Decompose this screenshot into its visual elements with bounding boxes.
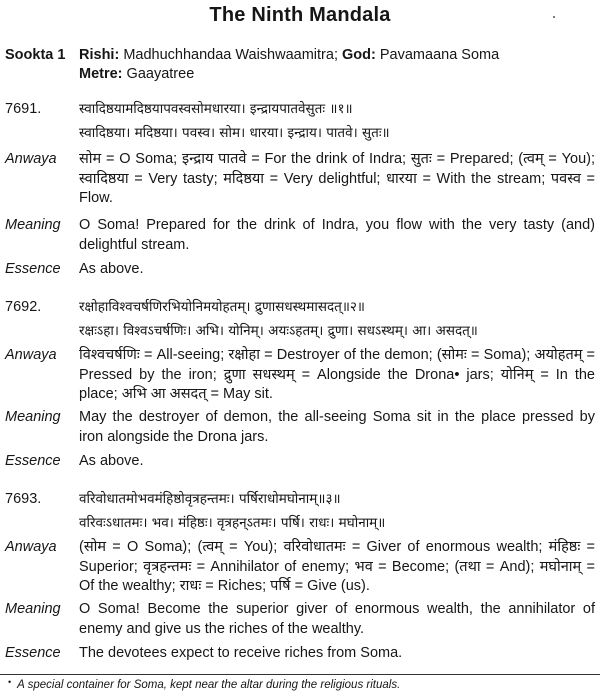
verse-1-padapatha-row — [5, 124, 595, 144]
anwaya-text: (सोम = O Soma); (त्वम् = You); वरिवोधातमः = Giver of enormous wealth; मंहिष्ठः = Superior; वृत्रहन्तमः = Annihilator of enemy; भव = Become; (तथा = And); मघोनाम् = Of the wealthy; राधः = Riches; पर्षि = Give (us). — [79, 539, 595, 594]
padapatha: रक्षःऽहा। विश्वऽचर्षणिः। अभि। योनिम्। अयःऽहतम्। द्रुणा। सधऽस्थम्। आ। असदत्॥ — [79, 323, 478, 339]
essence-label: Essence — [5, 645, 61, 661]
meaning-label: Meaning — [5, 409, 61, 425]
verse-text: रक्षोहाविश्वचर्षणिरभियोनिमयोहतम्। द्रुणासधस्थमासदत्॥२॥ — [79, 299, 366, 315]
verse-1-essence-row — [5, 260, 595, 280]
footnote-text: A special container for Soma, kept near the altar during the religious rituals. — [17, 679, 401, 691]
essence-text: The devotees expect to receive riches from Soma. — [79, 645, 403, 661]
verse-2-padapatha-row — [5, 322, 595, 342]
meaning-text: May the destroyer of demon, the all-seeing Soma sit in the place pressed by iron alongside the Drona jars. — [79, 409, 595, 445]
meaning-text: O Soma! Become the superior giver of enormous wealth, the annihilator of enemy and give us the riches of the wealthy. — [79, 601, 595, 637]
essence-label: Essence — [5, 453, 61, 469]
footnote-marker: • — [8, 677, 12, 687]
god-label: God: — [342, 47, 376, 63]
meaning-label: Meaning — [5, 217, 61, 233]
verse-text: वरिवोधातमोभवमंहिष्ठोवृत्रहन्तमः। पर्षिराधोमघोनाम्॥३॥ — [79, 491, 341, 507]
verse-number: 7692. — [5, 299, 42, 315]
god-value: Pavamaana Soma — [379, 47, 500, 63]
speck — [553, 16, 555, 18]
footnote — [8, 679, 400, 691]
rishi-god-line — [79, 46, 499, 65]
sookta-header — [5, 46, 500, 82]
metre-label: Metre: — [79, 66, 123, 82]
verse-3-text-row — [5, 490, 595, 510]
metre-line — [79, 65, 194, 84]
verse-text: स्वादिष्ठयामदिष्ठयापवस्वसोमधारया। इन्द्रायपातवेसुतः ॥१॥ — [79, 101, 353, 117]
verse-1-text-row — [5, 100, 595, 120]
page-title: The Ninth Mandala — [209, 4, 391, 26]
verse-number: 7693. — [5, 491, 42, 507]
padapatha: वरिवःऽधातमः। भव। मंहिष्ठः। वृत्रहन्ऽतमः। पर्षि। राधः। मघोनाम्॥ — [79, 515, 386, 531]
verse-3-anwaya-row — [5, 538, 595, 597]
verse-2-anwaya-row — [5, 346, 595, 405]
sookta-label: Sookta 1 — [5, 47, 66, 63]
metre-value: Gaayatree — [126, 66, 195, 82]
verse-1-meaning-row — [5, 216, 595, 255]
verse-2-meaning-row — [5, 408, 595, 447]
footnote-divider — [0, 674, 600, 675]
padapatha: स्वादिष्ठया। मदिष्ठया। पवस्व। सोम। धारया। इन्द्राय। पातवे। सुतः॥ — [79, 125, 390, 141]
rishi-label: Rishi: — [79, 47, 120, 63]
essence-text: As above. — [79, 453, 144, 469]
anwaya-label: Anwaya — [5, 347, 57, 363]
meaning-text: O Soma! Prepared for the drink of Indra, you flow with the very tasty (and) delightful stream. — [79, 217, 595, 253]
anwaya-text: सोम = O Soma; इन्द्राय पातवे = For the drink of Indra; सुतः = Prepared; (त्वम् = You); स्वादिष्ठया = Very tasty; मदिष्ठया = Very delightful; धारया = With the stream; पवस्व = Flow. — [79, 151, 595, 206]
verse-number: 7691. — [5, 101, 42, 117]
anwaya-label: Anwaya — [5, 539, 57, 555]
rishi-value: Madhuchhandaa Waishwaamitra; — [123, 47, 338, 63]
essence-label: Essence — [5, 261, 61, 277]
anwaya-label: Anwaya — [5, 151, 57, 167]
verse-3-meaning-row — [5, 600, 595, 639]
verse-2-essence-row — [5, 452, 595, 472]
verse-2-text-row — [5, 298, 595, 318]
anwaya-text: विश्वचर्षणिः = All-seeing; रक्षोहा = Destroyer of the demon; (सोमः = Soma); अयोहतम् = Pressed by the iron; द्रुणा सधस्थम् = Alongside the Drona• jars; योनिम् = In the place; अभि आ असदत् = May sit. — [79, 347, 595, 402]
meaning-label: Meaning — [5, 601, 61, 617]
verse-3-padapatha-row — [5, 514, 595, 534]
essence-text: As above. — [79, 261, 144, 277]
verse-3-essence-row — [5, 644, 595, 664]
verse-1-anwaya-row — [5, 150, 595, 209]
